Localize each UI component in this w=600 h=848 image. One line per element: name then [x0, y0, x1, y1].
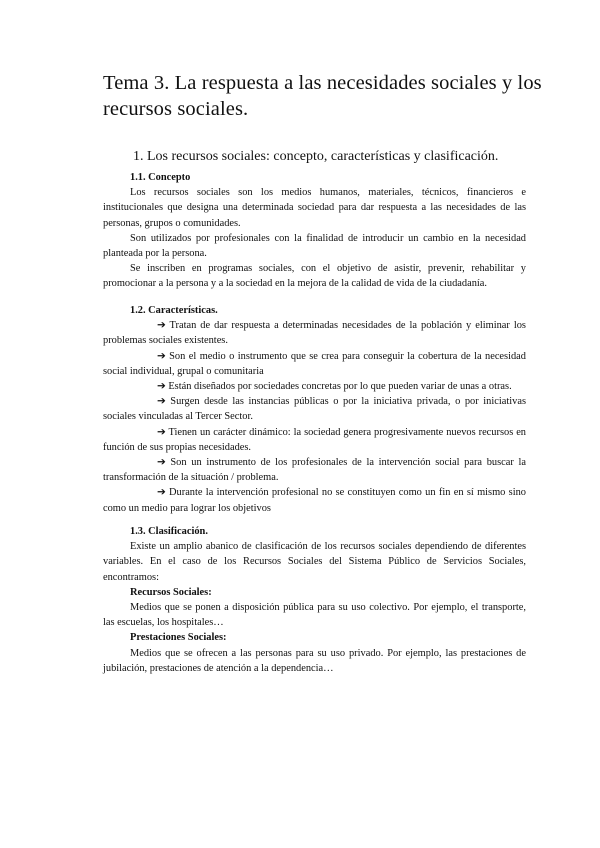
concepto-section [103, 170, 526, 292]
caracteristica-item [103, 455, 526, 485]
caracteristica-text: Tratan de dar respuesta a determinadas necesidades de la población y eliminar los problemas sociales existentes. [103, 320, 526, 347]
recursos-sociales-heading: Recursos Sociales: [130, 586, 212, 598]
arrow-icon: ➔ [157, 350, 166, 362]
concepto-paragraph: Los recursos sociales son los medios humanos, materiales, técnicos, financieros e institucionales que designa una determinada sociedad para dar respuesta a las necesidades de las personas, grupos o comunidades. [103, 187, 526, 229]
arrow-icon: ➔ [157, 487, 166, 499]
caracteristica-item [103, 394, 526, 424]
prestaciones-sociales-text: Medios que se ofrecen a las personas para su uso privado. Por ejemplo, las prestaciones de jubilación, prestaciones de atención a la dependencia… [103, 647, 526, 674]
caracteristica-item [103, 425, 526, 455]
caracteristica-text: Están diseñados por sociedades concretas por lo que pueden variar de unas a otras. [168, 381, 512, 393]
caracteristica-text: Son un instrumento de los profesionales de la intervención social para buscar la transformación de la situación / problema. [103, 457, 526, 484]
caracteristicas-heading: 1.2. Características. [130, 305, 218, 316]
prestaciones-sociales-heading: Prestaciones Sociales: [130, 632, 227, 644]
caracteristica-text: Surgen desde las instancias públicas o por la iniciativa privada, o por iniciativas sociales vinculadas al Tercer Sector. [103, 396, 526, 423]
caracteristica-item [103, 349, 526, 379]
arrow-icon: ➔ [157, 457, 166, 469]
arrow-icon: ➔ [157, 396, 166, 408]
caracteristica-text: Tienen un carácter dinámico: la sociedad genera progresivamente nuevos recursos en función de sus propias necesidades. [103, 426, 526, 453]
caracteristica-text: Son el medio o instrumento que se crea para conseguir la cobertura de la necesidad social individual, grupal o comunitaria [103, 350, 526, 377]
caracteristicas-section [103, 303, 526, 516]
clasificacion-heading: 1.3. Clasificación. [130, 526, 208, 537]
concepto-heading: 1.1. Concepto [130, 172, 191, 183]
clasificacion-section [103, 524, 526, 676]
concepto-paragraph: Son utilizados por profesionales con la finalidad de introducir un cambio en la necesidad planteada por la persona. [103, 232, 526, 260]
caracteristica-item [103, 318, 526, 348]
arrow-icon: ➔ [157, 381, 166, 393]
caracteristica-item [103, 485, 526, 515]
page-title: Tema 3. La respuesta a las necesidades sociales y los recursos sociales. [103, 72, 542, 120]
concepto-paragraph: Se inscriben en programas sociales, con el objetivo de asistir, prevenir, rehabilitar y promocionar a la persona y a la sociedad en la mejora de la calidad de vida de la ciudadanía. [103, 263, 526, 290]
section-title: 1. Los recursos sociales: concepto, características y clasificación. [133, 149, 499, 164]
caracteristica-text: Durante la intervención profesional no se constituyen como un fin en sí mismo sino como un medio para lograr los objetivos [103, 487, 526, 514]
arrow-icon: ➔ [157, 320, 166, 332]
arrow-icon: ➔ [157, 426, 166, 438]
caracteristica-item [103, 379, 526, 394]
recursos-sociales-text: Medios que se ponen a disposición pública para su uso colectivo. Por ejemplo, el transporte, las escuelas, los hospitales… [103, 602, 526, 629]
clasificacion-intro: Existe un amplio abanico de clasificación de los recursos sociales dependiendo de diferentes variables. En el caso de los Recursos Sociales del Sistema Público de Servicios Sociales, encontramos: [103, 541, 526, 583]
